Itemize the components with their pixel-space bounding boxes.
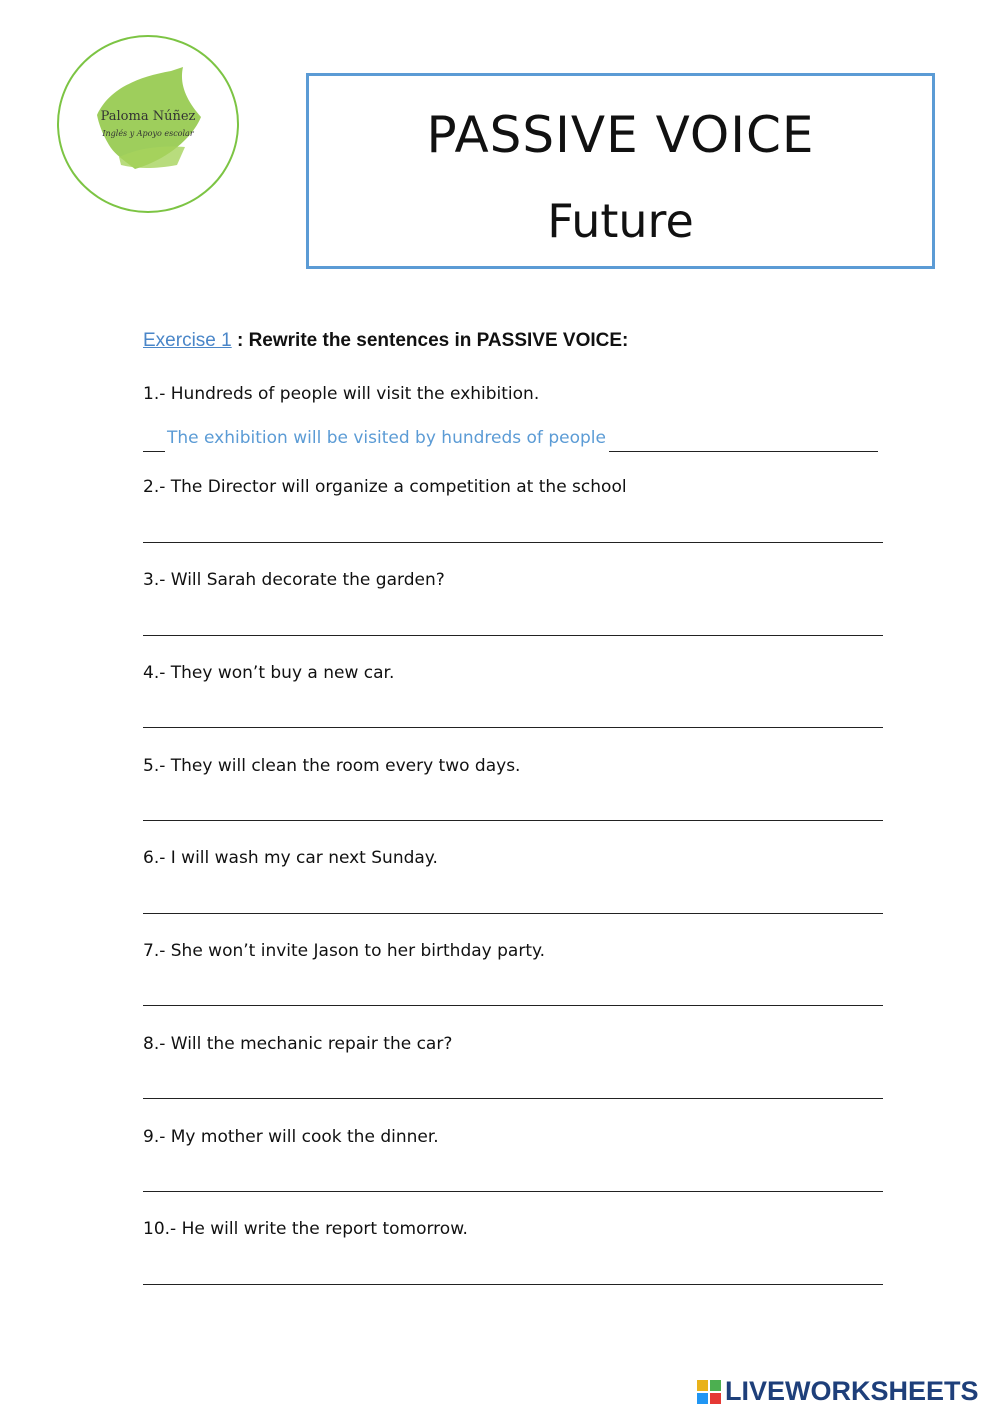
- answer-line-9[interactable]: [143, 1191, 883, 1192]
- answer-line-4[interactable]: [143, 727, 883, 728]
- exercise-heading: [143, 330, 628, 352]
- answer-line-6[interactable]: [143, 913, 883, 914]
- question-2: 2.- The Director will organize a competition at the school: [143, 477, 627, 497]
- exercise-link[interactable]: Exercise 1: [143, 330, 232, 351]
- title-box: [306, 73, 935, 269]
- answer-line-2[interactable]: [143, 542, 883, 543]
- logo-name: Paloma Núñez: [100, 109, 196, 124]
- question-4: 4.- They won’t buy a new car.: [143, 663, 395, 683]
- sample-answer-row: [143, 428, 878, 452]
- page-subtitle: Future: [547, 194, 694, 248]
- question-3: 3.- Will Sarah decorate the garden?: [143, 570, 445, 590]
- liveworksheets-icon: [697, 1380, 721, 1404]
- question-7: 7.- She won’t invite Jason to her birthday party.: [143, 941, 546, 961]
- footer-brand: LIVEWORKSHEETS: [725, 1376, 979, 1406]
- question-6: 6.- I will wash my car next Sunday.: [143, 848, 438, 868]
- answer-line-lead: [143, 451, 165, 452]
- answer-line-7[interactable]: [143, 1005, 883, 1006]
- logo: [57, 35, 239, 213]
- logo-subtitle: Inglés y Apoyo escolar: [102, 129, 194, 138]
- exercise-instruction: : Rewrite the sentences in PASSIVE VOICE:: [231, 330, 629, 351]
- page-title: PASSIVE VOICE: [426, 106, 815, 164]
- question-5: 5.- They will clean the room every two days.: [143, 756, 521, 776]
- answer-line-trail: [609, 451, 878, 452]
- answer-line-5[interactable]: [143, 820, 883, 821]
- answer-line-10[interactable]: [143, 1284, 883, 1285]
- answer-line-3[interactable]: [143, 635, 883, 636]
- question-9: 9.- My mother will cook the dinner.: [143, 1127, 439, 1147]
- question-10: 10.- He will write the report tomorrow.: [143, 1219, 468, 1239]
- question-8: 8.- Will the mechanic repair the car?: [143, 1034, 453, 1054]
- answer-line-8[interactable]: [143, 1098, 883, 1099]
- sample-answer: The exhibition will be visited by hundreds of people: [167, 428, 606, 448]
- question-1: 1.- Hundreds of people will visit the exhibition.: [143, 384, 540, 404]
- paint-brush-icon: [59, 37, 237, 211]
